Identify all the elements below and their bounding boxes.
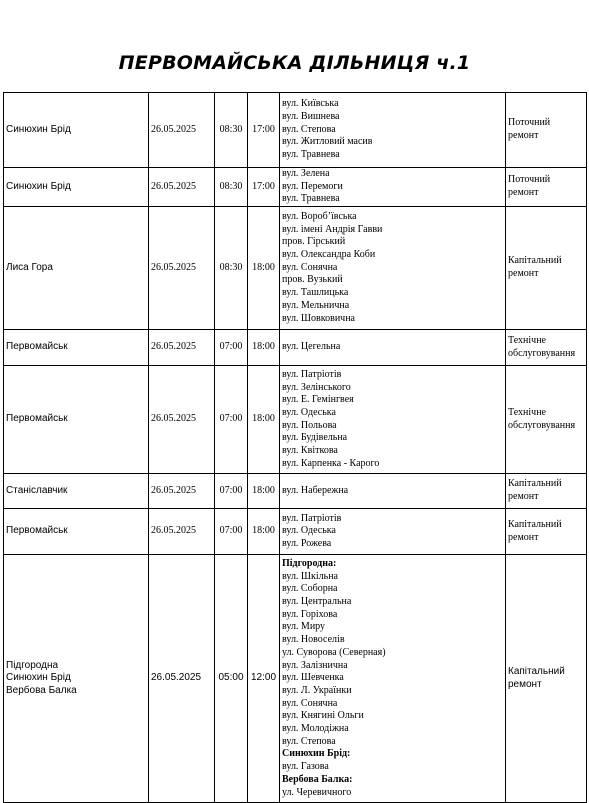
street-item: вул. Карпенка - Карого bbox=[282, 457, 380, 469]
streets-cell bbox=[280, 509, 506, 555]
street-item: ул. Суворова (Северная) bbox=[282, 646, 386, 658]
streets-cell bbox=[280, 168, 506, 207]
work-type-text: Капітальний bbox=[508, 665, 565, 677]
work-type-cell bbox=[506, 93, 587, 168]
work-type-text: ремонт bbox=[508, 491, 539, 503]
street-item: вул. Горіхова bbox=[282, 608, 338, 620]
street-item: вул. Центральна bbox=[282, 596, 352, 608]
date-cell: 26.05.2025 bbox=[149, 509, 215, 555]
table-row bbox=[4, 555, 587, 803]
street-item: вул. Зелінського bbox=[282, 381, 351, 393]
street-item: вул. Новоселів bbox=[282, 634, 345, 646]
work-type-text: ремонт bbox=[508, 678, 542, 690]
table-row bbox=[4, 509, 587, 555]
work-type-text: Технічне bbox=[508, 334, 546, 346]
work-type-cell bbox=[506, 207, 587, 330]
street-item: вул. Травнева bbox=[282, 193, 340, 205]
street-item: вул. Київська bbox=[282, 98, 339, 110]
work-type-text: обслуговування bbox=[508, 419, 576, 431]
street-item: вул. Залізнична bbox=[282, 659, 348, 671]
location-cell bbox=[4, 366, 149, 474]
work-type-cell bbox=[506, 474, 587, 509]
end-time-cell: 18:00 bbox=[248, 366, 280, 474]
location-name: Первомайськ bbox=[6, 341, 68, 353]
table-row bbox=[4, 330, 587, 366]
start-time-cell: 07:00 bbox=[215, 366, 248, 474]
work-type-text: ремонт bbox=[508, 187, 539, 199]
street-item: вул. Воробʼївська bbox=[282, 210, 357, 222]
date-cell: 26.05.2025 bbox=[149, 474, 215, 509]
street-item: вул. Л. Українки bbox=[282, 684, 352, 696]
street-item: вул. Перемоги bbox=[282, 180, 343, 192]
end-time-cell: 18:00 bbox=[248, 330, 280, 366]
end-time-cell: 18:00 bbox=[248, 207, 280, 330]
street-item: вул. Соборна bbox=[282, 583, 338, 595]
street-item: пров. Гірський bbox=[282, 236, 346, 248]
street-item: вул. Житловий масив bbox=[282, 136, 373, 148]
start-time-cell: 07:00 bbox=[215, 509, 248, 555]
street-item: вул. Сонячна bbox=[282, 261, 338, 273]
street-item: вул. Ташлицька bbox=[282, 287, 349, 299]
location-cell bbox=[4, 509, 149, 555]
date-cell: 26.05.2025 bbox=[149, 207, 215, 330]
work-type-text: Технічне bbox=[508, 406, 546, 418]
street-item: вул. Одеська bbox=[282, 406, 336, 418]
location-name: Синюхин Брід bbox=[6, 672, 71, 684]
date-cell: 26.05.2025 bbox=[149, 93, 215, 168]
table-row bbox=[4, 207, 587, 330]
street-item: ул. Черевичного bbox=[282, 786, 352, 798]
streets-cell bbox=[280, 207, 506, 330]
streets-cell bbox=[280, 93, 506, 168]
start-time-cell: 08:30 bbox=[215, 93, 248, 168]
street-item: вул. Молодіжна bbox=[282, 723, 349, 735]
street-item: вул. Польова bbox=[282, 419, 337, 431]
work-type-cell bbox=[506, 168, 587, 207]
work-type-text: ремонт bbox=[508, 531, 539, 543]
street-item: вул. Степова bbox=[282, 123, 336, 135]
work-type-text: Капітальний bbox=[508, 255, 562, 267]
streets-cell bbox=[280, 474, 506, 509]
street-item: вул. Олександра Коби bbox=[282, 249, 376, 261]
streets-cell bbox=[280, 330, 506, 366]
street-item: вул. Княгині Ольги bbox=[282, 710, 364, 722]
schedule-table-body bbox=[4, 93, 587, 803]
location-cell bbox=[4, 474, 149, 509]
start-time-cell: 08:30 bbox=[215, 207, 248, 330]
settlement-heading: Підгородна: bbox=[282, 557, 337, 569]
location-name: Лиса Гора bbox=[6, 261, 53, 273]
street-item: пров. Вузький bbox=[282, 274, 343, 286]
end-time-cell: 17:00 bbox=[248, 93, 280, 168]
end-time-cell: 17:00 bbox=[248, 168, 280, 207]
streets-cell bbox=[280, 555, 506, 803]
date-cell: 26.05.2025 bbox=[149, 366, 215, 474]
street-item: вул. Цегельна bbox=[282, 341, 341, 353]
end-time-cell: 12:00 bbox=[248, 555, 280, 803]
street-item: вул. Рожева bbox=[282, 537, 332, 549]
work-type-text: Капітальний bbox=[508, 518, 562, 530]
street-item: вул. Шкільна bbox=[282, 570, 338, 582]
work-type-text: обслуговування bbox=[508, 347, 576, 359]
street-item: вул. Будівельна bbox=[282, 432, 348, 444]
work-type-text: ремонт bbox=[508, 130, 539, 141]
streets-cell bbox=[280, 366, 506, 474]
start-time-cell: 08:30 bbox=[215, 168, 248, 207]
date-cell: 26.05.2025 bbox=[149, 168, 215, 207]
street-item: вул. Квіткова bbox=[282, 445, 338, 457]
location-name: Первомайськ bbox=[6, 413, 68, 425]
street-item: вул. Шевченка bbox=[282, 672, 344, 684]
table-row bbox=[4, 93, 587, 168]
location-cell bbox=[4, 330, 149, 366]
location-name: Підгородна bbox=[6, 659, 59, 671]
work-type-text: Поточний bbox=[508, 174, 551, 186]
location-name: Вербова Балка bbox=[6, 684, 77, 696]
location-cell bbox=[4, 207, 149, 330]
date-cell: 26.05.2025 bbox=[149, 330, 215, 366]
street-item: вул. Набережна bbox=[282, 484, 349, 496]
work-type-text: Поточний bbox=[508, 117, 551, 129]
date-cell: 26.05.2025 bbox=[149, 555, 215, 803]
start-time-cell: 07:00 bbox=[215, 330, 248, 366]
street-item: вул. Патріотів bbox=[282, 368, 342, 380]
street-item: вул. Газова bbox=[282, 761, 329, 773]
settlement-heading: Вербова Балка: bbox=[282, 773, 353, 785]
street-item: вул. Е. Гемінгвея bbox=[282, 394, 354, 406]
settlement-heading: Синюхин Брід: bbox=[282, 748, 351, 760]
street-item: вул. Вишнева bbox=[282, 110, 340, 122]
start-time-cell: 05:00 bbox=[215, 555, 248, 803]
location-cell bbox=[4, 93, 149, 168]
street-item: вул. Зелена bbox=[282, 168, 330, 179]
work-type-text: ремонт bbox=[508, 268, 539, 280]
schedule-table bbox=[3, 92, 587, 803]
location-name: Синюхин Брід bbox=[6, 180, 71, 192]
end-time-cell: 18:00 bbox=[248, 509, 280, 555]
street-item: вул. Шовковична bbox=[282, 312, 355, 324]
street-item: вул. Одеська bbox=[282, 525, 336, 537]
location-cell bbox=[4, 168, 149, 207]
work-type-cell bbox=[506, 366, 587, 474]
table-row bbox=[4, 474, 587, 509]
end-time-cell: 18:00 bbox=[248, 474, 280, 509]
location-name: Станіславчик bbox=[6, 484, 68, 496]
page-title: ПЕРВОМАЙСЬКА ДІЛЬНИЦЯ ч.1 bbox=[118, 52, 471, 74]
work-type-cell bbox=[506, 555, 587, 803]
table-row bbox=[4, 366, 587, 474]
location-name: Первомайськ bbox=[6, 525, 68, 537]
street-item: вул. Миру bbox=[282, 621, 326, 633]
street-item: вул. Травнева bbox=[282, 149, 340, 161]
location-cell bbox=[4, 555, 149, 803]
street-item: вул. Степова bbox=[282, 735, 336, 747]
work-type-text: Капітальний bbox=[508, 478, 562, 490]
table-row bbox=[4, 168, 587, 207]
street-item: вул. Патріотів bbox=[282, 512, 342, 524]
work-type-cell bbox=[506, 509, 587, 555]
start-time-cell: 07:00 bbox=[215, 474, 248, 509]
street-item: вул. імені Андрія Гавви bbox=[282, 223, 383, 235]
work-type-cell bbox=[506, 330, 587, 366]
street-item: вул. Мельнична bbox=[282, 299, 350, 311]
location-name: Синюхин Брід bbox=[6, 123, 71, 135]
street-item: вул. Сонячна bbox=[282, 697, 338, 709]
